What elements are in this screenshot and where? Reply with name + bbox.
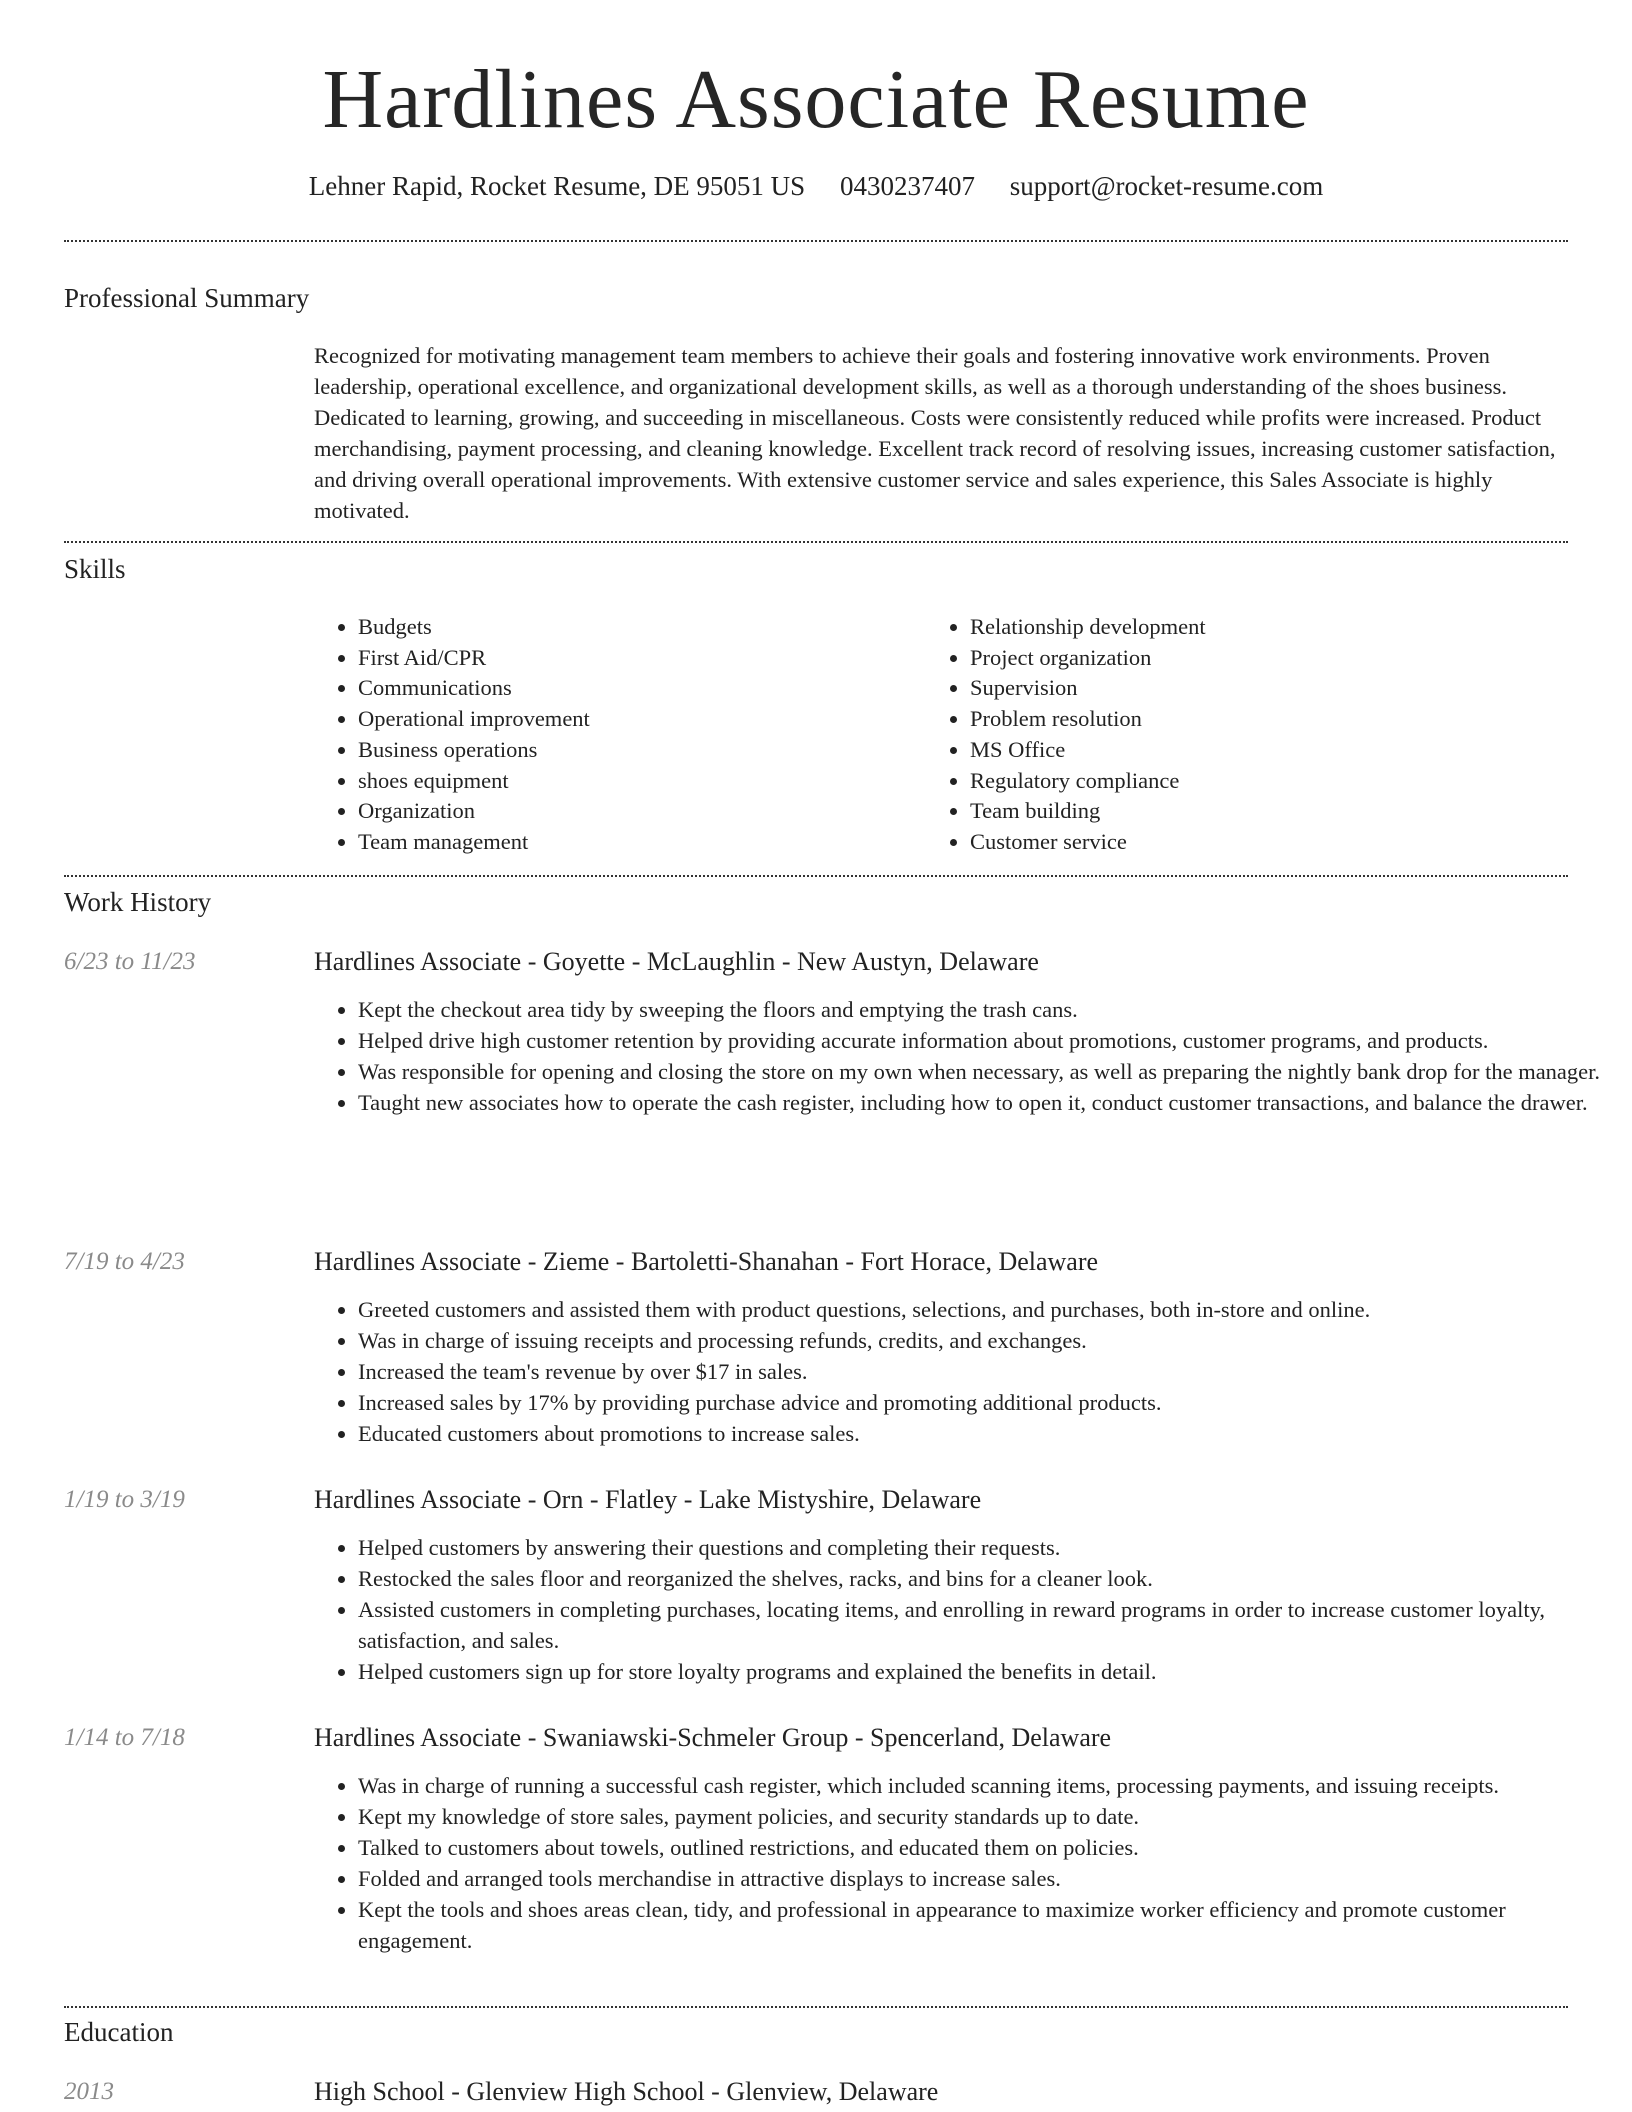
skill-item: • Business operations <box>358 735 590 766</box>
job-bullet: • Talked to customers about towels, outlined restrictions, and educated them on policies. <box>358 1832 1612 1863</box>
job-dates: 6/23 to 11/23 <box>64 948 196 975</box>
section-divider <box>64 240 1568 242</box>
contact-line <box>0 168 1632 204</box>
job-bullets <box>314 1770 1612 1956</box>
skill-item: • Regulatory compliance <box>970 766 1206 797</box>
skill-item: • Team management <box>358 827 590 858</box>
resume-title: Hardlines Associate Resume <box>322 53 1310 146</box>
skill-item: • shoes equipment <box>358 766 590 797</box>
job-title: Hardlines Associate - Orn - Flatley - Lake Mistyshire, Delaware <box>314 1485 982 1514</box>
job-bullet: • Was in charge of issuing receipts and processing refunds, credits, and exchanges. <box>358 1325 1612 1356</box>
job-bullets <box>314 994 1612 1118</box>
job-bullets <box>314 1294 1612 1449</box>
job-dates: 1/19 to 3/19 <box>64 1486 185 1513</box>
skills-heading: Skills <box>64 554 126 584</box>
skill-item: • Customer service <box>970 827 1206 858</box>
section-divider <box>64 541 1568 543</box>
job-bullet: • Folded and arranged tools merchandise in attractive displays to increase sales. <box>358 1863 1612 1894</box>
section-divider <box>64 2006 1568 2008</box>
job-bullet: • Helped customers by answering their questions and completing their requests. <box>358 1532 1612 1563</box>
skill-item: • Communications <box>358 673 590 704</box>
skill-item: • Operational improvement <box>358 704 590 735</box>
job-bullet: • Was responsible for opening and closing the store on my own when necessary, as well as preparing the nightly bank drop for the manager. <box>358 1056 1612 1087</box>
skill-item: • Team building <box>970 796 1206 827</box>
education-title: High School - Glenview High School - Glenview, Delaware <box>314 2077 939 2106</box>
job-bullet: • Kept the tools and shoes areas clean, tidy, and professional in appearance to maximize worker efficiency and promote customer engagement. <box>358 1894 1612 1956</box>
job-bullet: • Taught new associates how to operate the cash register, including how to open it, conduct customer transactions, and balance the drawer. <box>358 1087 1612 1118</box>
skill-item: • MS Office <box>970 735 1206 766</box>
job-bullet: • Increased the team's revenue by over $17 in sales. <box>358 1356 1612 1387</box>
job-title: Hardlines Associate - Swaniawski-Schmeler Group - Spencerland, Delaware <box>314 1723 1112 1752</box>
job-bullet: • Restocked the sales floor and reorganized the shelves, racks, and bins for a cleaner look. <box>358 1563 1612 1594</box>
job-bullet: • Educated customers about promotions to increase sales. <box>358 1418 1612 1449</box>
job-bullet: • Greeted customers and assisted them with product questions, selections, and purchases, both in-store and online. <box>358 1294 1612 1325</box>
skill-item: • Organization <box>358 796 590 827</box>
skills-list-left <box>314 612 590 858</box>
summary-text: Recognized for motivating management team members to achieve their goals and fostering innovative work environments. Proven leadership, operational excellence, and organizational development skills, as well as a thorough understanding of the shoes business. Dedicated to learning, growing, and succeeding in miscellaneous. Costs were consistently reduced while profits were increased. Product merchandising, payment processing, and cleaning knowledge. Excellent track record of resolving issues, increasing customer satisfaction, and driving overall operational improvements. With extensive customer service and sales experience, this Sales Associate is highly motivated. <box>314 343 1556 523</box>
job-dates: 7/19 to 4/23 <box>64 1248 185 1275</box>
work-heading: Work History <box>64 887 212 917</box>
skill-item: • First Aid/CPR <box>358 643 590 674</box>
job-bullet: • Was in charge of running a successful cash register, which included scanning items, processing payments, and issuing receipts. <box>358 1770 1612 1801</box>
job-bullet: • Increased sales by 17% by providing purchase advice and promoting additional products. <box>358 1387 1612 1418</box>
job-bullet: • Helped customers sign up for store loyalty programs and explained the benefits in detail. <box>358 1656 1612 1687</box>
job-bullet: • Assisted customers in completing purchases, locating items, and enrolling in reward programs in order to increase customer loyalty, satisfaction, and sales. <box>358 1594 1612 1656</box>
education-heading: Education <box>64 2017 174 2047</box>
section-divider <box>64 875 1568 877</box>
skill-item: • Project organization <box>970 643 1206 674</box>
contact-email: support@rocket-resume.com <box>1009 171 1324 201</box>
contact-address: Lehner Rapid, Rocket Resume, DE 95051 US <box>308 171 806 201</box>
job-bullet: • Helped drive high customer retention by providing accurate information about promotions, customer programs, and products. <box>358 1025 1612 1056</box>
skill-item: • Problem resolution <box>970 704 1206 735</box>
job-bullets <box>314 1532 1612 1687</box>
summary-heading: Professional Summary <box>64 283 310 313</box>
skills-list-right <box>926 612 1206 858</box>
skill-item: • Supervision <box>970 673 1206 704</box>
education-dates: 2013 <box>64 2078 114 2105</box>
job-bullet: • Kept the checkout area tidy by sweeping the floors and emptying the trash cans. <box>358 994 1612 1025</box>
job-bullet: • Kept my knowledge of store sales, payment policies, and security standards up to date. <box>358 1801 1612 1832</box>
skill-item: • Budgets <box>358 612 590 643</box>
contact-phone: 0430237407 <box>839 171 975 201</box>
job-dates: 1/14 to 7/18 <box>64 1724 185 1751</box>
skill-item: • Relationship development <box>970 612 1206 643</box>
job-title: Hardlines Associate - Goyette - McLaughlin - New Austyn, Delaware <box>314 947 1039 976</box>
job-title: Hardlines Associate - Zieme - Bartoletti-Shanahan - Fort Horace, Delaware <box>314 1247 1099 1276</box>
